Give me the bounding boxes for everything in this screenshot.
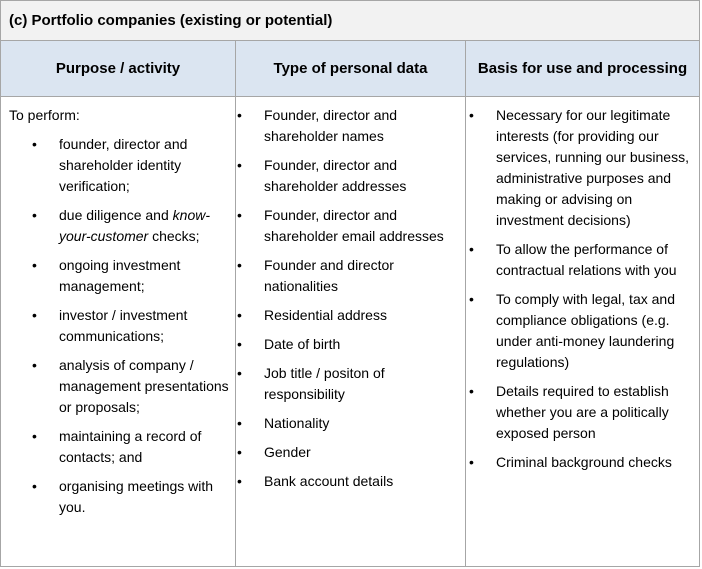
list-item: • Founder, director and shareholder names (264, 105, 459, 147)
header-row (1, 41, 699, 97)
purpose-intro: To perform: (9, 107, 80, 123)
header-purpose: Purpose / activity (1, 41, 236, 96)
purpose-cell (1, 97, 236, 566)
list-item: • To comply with legal, tax and compliance obligations (e.g. under anti-money laundering regulations) (496, 289, 693, 373)
list-item: • founder, director and shareholder identity verification; (59, 134, 229, 197)
list-item: • Residential address (264, 305, 459, 326)
basis-cell (466, 97, 699, 566)
list-item: • due diligence and know-your-customer checks; (59, 205, 229, 247)
list-item: • Bank account details (264, 471, 459, 492)
list-item: • Founder and director nationalities (264, 255, 459, 297)
table-title: (c) Portfolio companies (existing or potential) (1, 1, 699, 41)
header-basis: Basis for use and processing (477, 60, 688, 77)
purpose-list (9, 134, 229, 518)
data-type-cell (236, 97, 466, 566)
basis-list (496, 105, 693, 473)
list-item: • Criminal background checks (496, 452, 693, 473)
list-item: • Necessary for our legitimate interests (for providing our services, running our business, administrative purposes and making or advising on investment decisions) (496, 105, 693, 231)
list-item: • To allow the performance of contractual relations with you (496, 239, 693, 281)
list-item: • Founder, director and shareholder email addresses (264, 205, 459, 247)
list-item: • Details required to establish whether you are a politically exposed person (496, 381, 693, 444)
header-data-type: Type of personal data (236, 41, 466, 96)
body-row (1, 97, 699, 566)
list-item: • analysis of company / management presentations or proposals; (59, 355, 229, 418)
list-item: • Job title / positon of responsibility (264, 363, 459, 405)
list-item: • Founder, director and shareholder addresses (264, 155, 459, 197)
list-item: • Date of birth (264, 334, 459, 355)
list-item: • Gender (264, 442, 459, 463)
list-item: • Nationality (264, 413, 459, 434)
list-item: • maintaining a record of contacts; and (59, 426, 229, 468)
list-item: • ongoing investment management; (59, 255, 229, 297)
list-item: • organising meetings with you. (59, 476, 229, 518)
list-item: • investor / investment communications; (59, 305, 229, 347)
data-type-list (264, 105, 459, 492)
